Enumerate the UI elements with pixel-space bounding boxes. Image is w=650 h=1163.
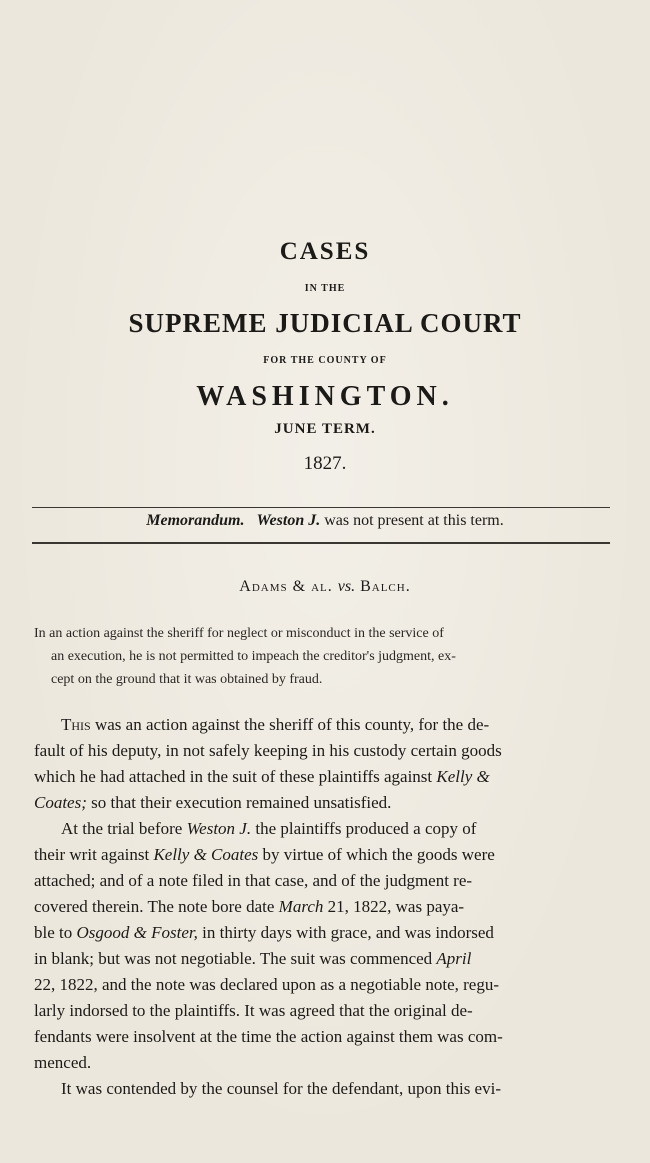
memorandum	[0, 512, 650, 530]
date-month: April	[436, 949, 472, 968]
headnote-line: an execution, he is not permitted to impeach the creditor's judgment, ex-	[51, 649, 456, 664]
title-for-county: FOR THE COUNTY OF	[263, 355, 387, 366]
body-line: 22, 1822, and the note was declared upon as a negotiable note, regu-	[34, 975, 499, 994]
body-line	[34, 894, 614, 920]
case-title	[0, 578, 650, 596]
party-name: Kelly &	[436, 767, 490, 786]
body-line-text: their writ against	[34, 845, 154, 864]
title-in-the: IN THE	[304, 283, 346, 294]
body-line	[34, 764, 614, 790]
title-term: JUNE TERM.	[274, 421, 376, 437]
case-plaintiff: Adams & al.	[239, 578, 333, 595]
memorandum-text: was not present at this term.	[324, 512, 504, 529]
body-line-text: At the trial before	[61, 819, 187, 838]
divider-top	[32, 507, 610, 508]
body-line	[34, 842, 614, 868]
body-line-text: in blank; but was not negotiable. The suit was commenced	[34, 949, 437, 968]
case-defendant: Balch.	[360, 578, 411, 595]
body-line-text: in thirty days with grace, and was indorsed	[197, 923, 494, 942]
body-line: fault of his deputy, in not safely keeping in his custody certain goods	[34, 741, 502, 760]
body-line-text: by virtue of which the goods were	[258, 845, 495, 864]
title-year: 1827.	[303, 453, 347, 474]
party-name: Kelly & Coates	[153, 845, 259, 864]
title-cases: CASES	[279, 238, 371, 265]
body-line	[34, 946, 614, 972]
party-name: Coates;	[34, 793, 87, 812]
memorandum-label: Memorandum.	[146, 512, 245, 529]
body-line: fendants were insolvent at the time the action against them was com-	[34, 1027, 503, 1046]
body-line	[34, 920, 614, 946]
body-line-text: was an action against the sheriff of this county, for the de-	[90, 715, 490, 734]
headnote	[34, 622, 614, 691]
title-county-name: WASHINGTON.	[196, 381, 454, 412]
body-line-text: the plaintiffs produced a copy of	[251, 819, 477, 838]
case-vs: vs.	[337, 578, 356, 595]
body-line-text: so that their execution remained unsatisfied.	[86, 793, 392, 812]
body-line	[34, 712, 614, 738]
divider-bottom	[32, 542, 610, 544]
body-line-text: covered therein. The note bore date	[34, 897, 279, 916]
party-name: Osgood & Foster,	[76, 923, 198, 942]
body-text	[34, 712, 614, 1102]
date-month: March	[278, 897, 324, 916]
body-line-text: 21, 1822, was paya-	[323, 897, 465, 916]
body-line-text: ble to	[34, 923, 77, 942]
body-line	[34, 816, 614, 842]
body-line: It was contended by the counsel for the defendant, upon this evi-	[61, 1079, 501, 1098]
body-line	[34, 790, 614, 816]
body-line: attached; and of a note filed in that case, and of the judgment re-	[34, 871, 473, 890]
first-word: This	[61, 715, 91, 734]
body-line: menced.	[34, 1053, 92, 1072]
headnote-line: cept on the ground that it was obtained by fraud.	[51, 672, 323, 687]
body-line-text: which he had attached in the suit of these plaintiffs against	[34, 767, 437, 786]
title-court: SUPREME JUDICIAL COURT	[128, 308, 522, 338]
headnote-line: In an action against the sheriff for neglect or misconduct in the service of	[34, 626, 444, 641]
body-line: larly indorsed to the plaintiffs. It was agreed that the original de-	[34, 1001, 473, 1020]
judge-name: Weston J.	[186, 819, 252, 838]
memorandum-judge: Weston J.	[256, 512, 321, 529]
